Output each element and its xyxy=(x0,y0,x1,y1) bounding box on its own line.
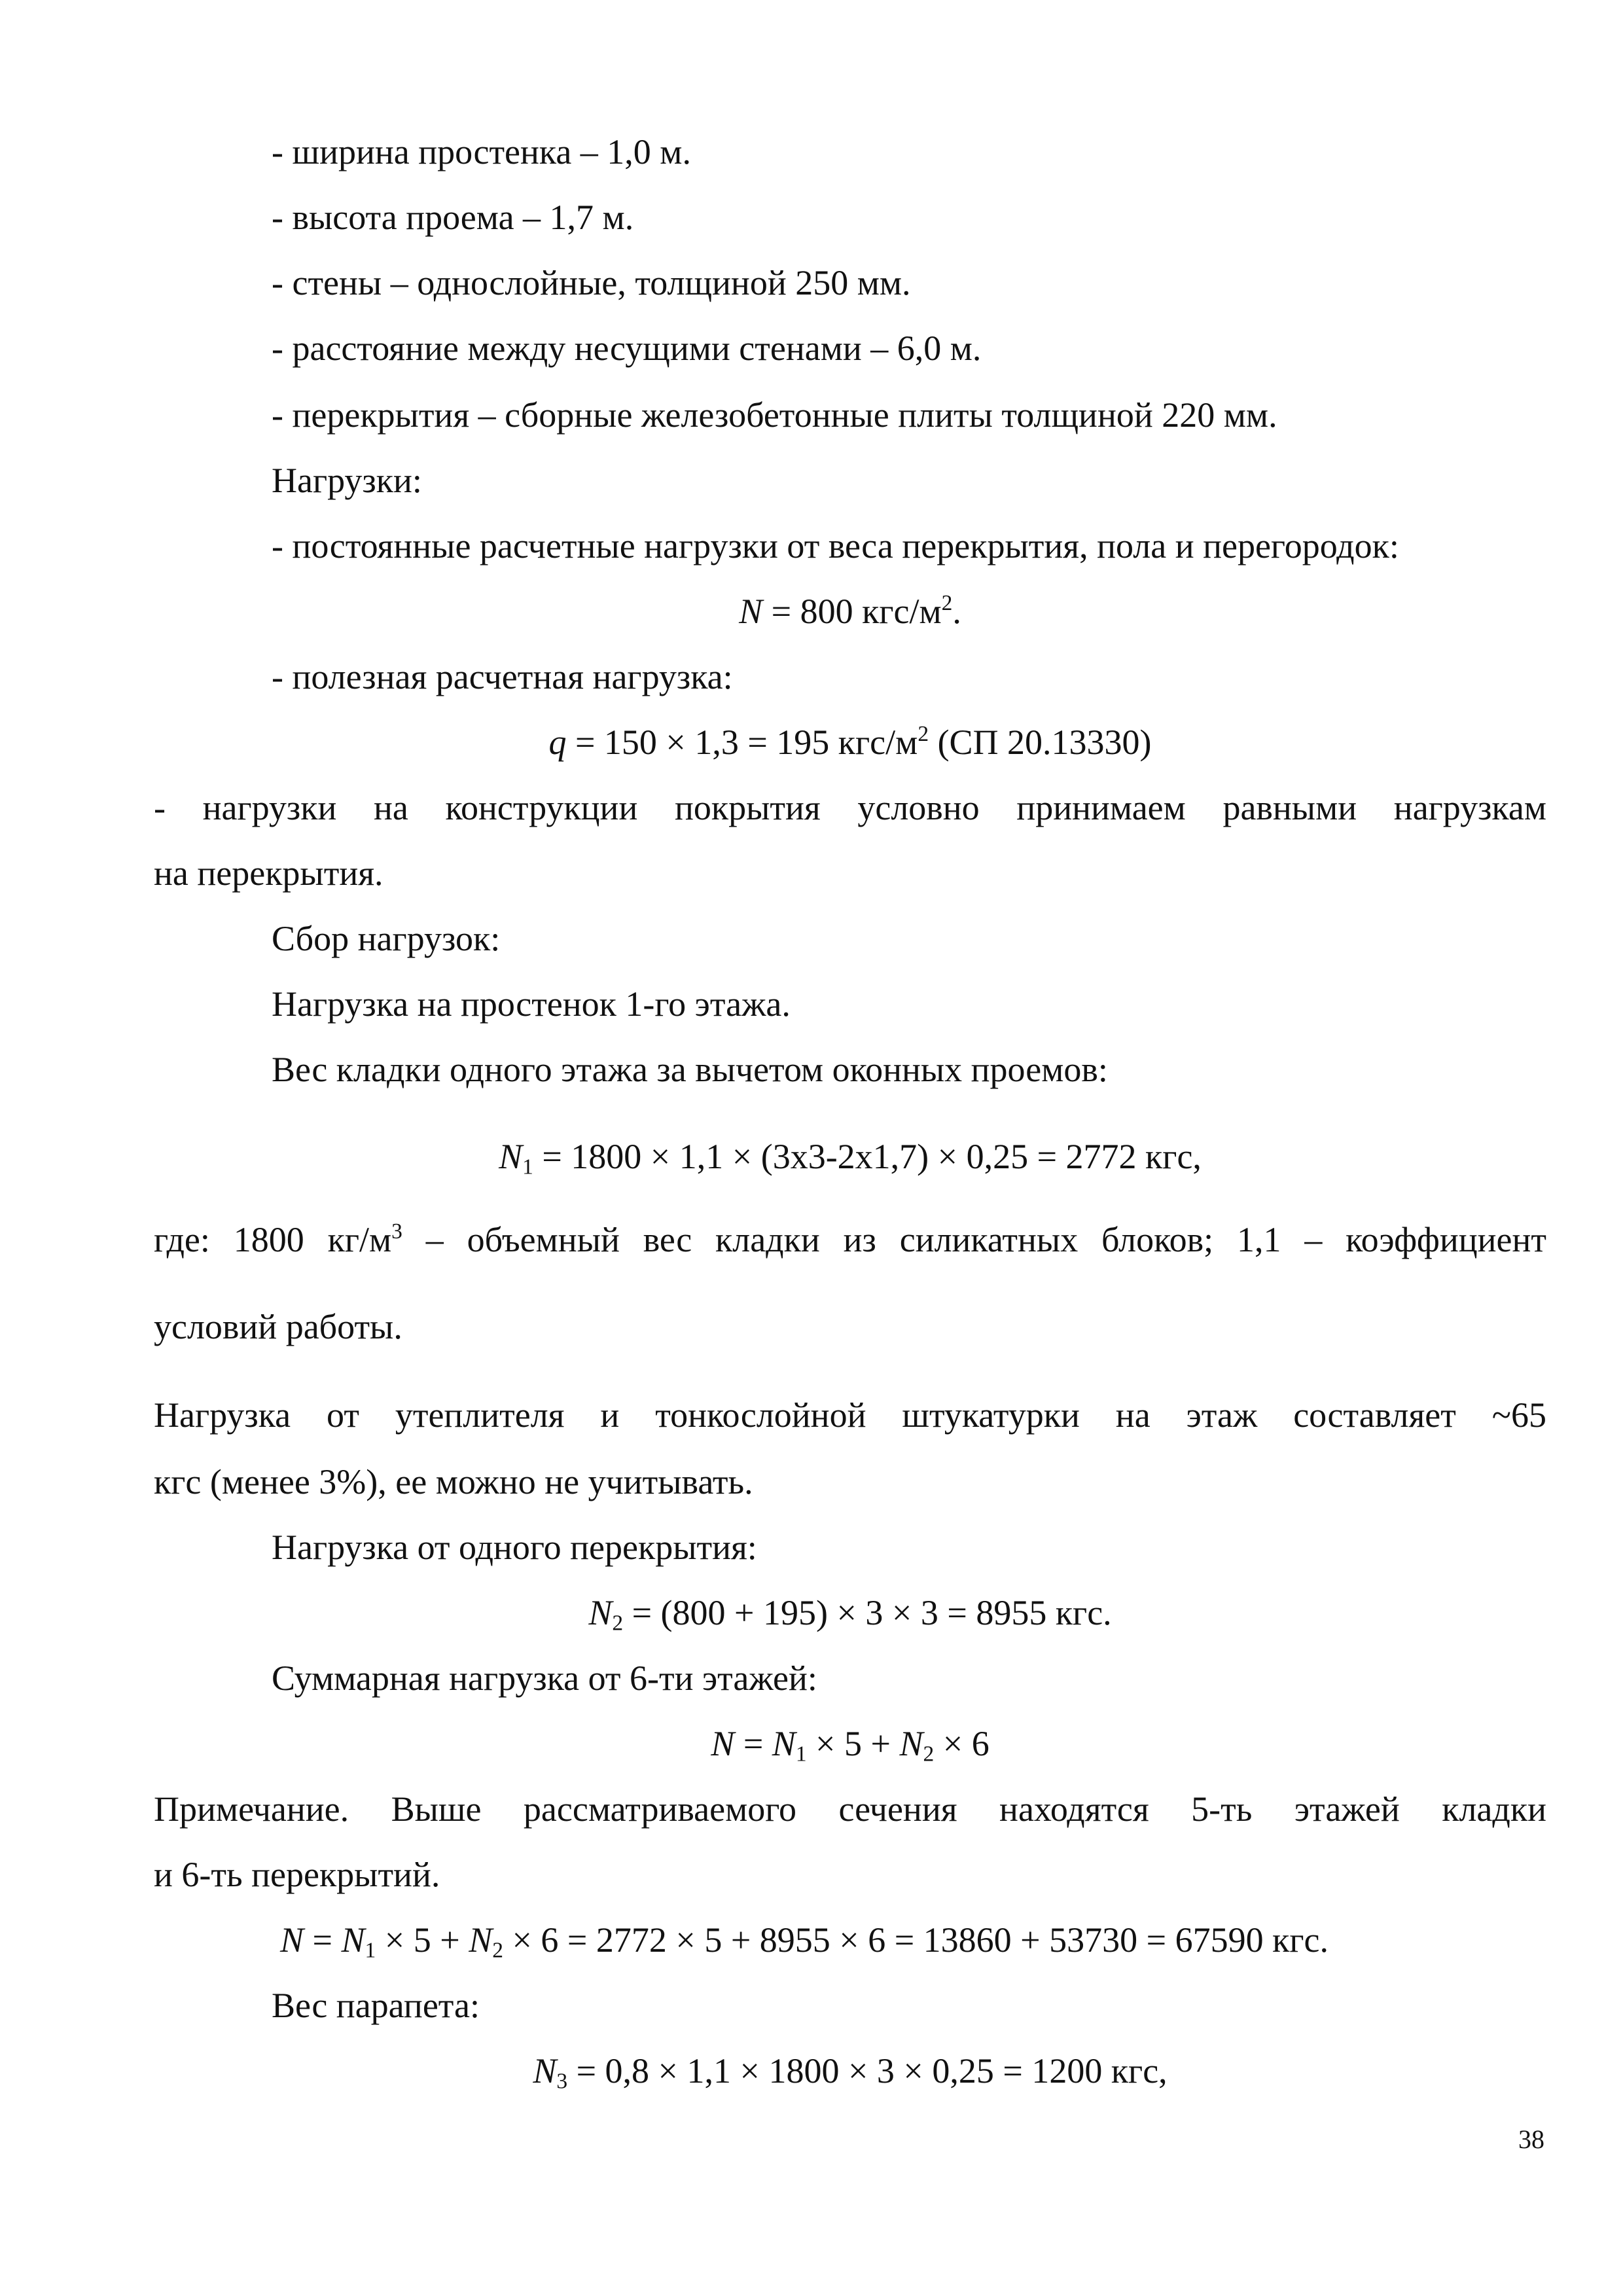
text-line: - постоянные расчетные нагрузки от веса перекрытия, пола и перегородок: xyxy=(272,526,1399,565)
text-line: - перекрытия – сборные железобетонные плиты толщиной 220 мм. xyxy=(272,395,1277,435)
formula-line: $N = N_1 \times 5 + N_2 \times 6$ xyxy=(711,1724,990,1767)
text-line: - расстояние между несущими стенами – 6,0 м. xyxy=(272,329,982,368)
text-line: условий работы. xyxy=(154,1307,402,1346)
text-line: Нагрузка от утеплителя и тонкослойной штукатурки на этаж составляет ~65 xyxy=(154,1395,1546,1435)
formula-line: $N_3 = 0,8 \times 1,1 \times 1800 \times 3 \times 0,25 = 1200$ кгс, xyxy=(533,2051,1168,2094)
formula-line: $N_1 = 1800 \times 1,1 \times (3x3-2x1,7) \times 0,25 = 2772$ кгс, xyxy=(499,1137,1202,1179)
formula-symbol: N xyxy=(499,1137,523,1176)
text-line: где: 1800 $кг/м^3$ – объемный вес кладки из силикатных блоков; 1,1 – коэффициент xyxy=(154,1219,1546,1259)
text-line: Нагрузка на простенок 1-го этажа. xyxy=(272,984,791,1024)
formula-line: $N = N_1 \times 5 + N_2 \times 6 = 2772 \times 5 + 8955 \times 6 = 13860 + 53730 = 67590$ кгс. xyxy=(280,1920,1329,1963)
formula-symbol: N xyxy=(739,592,763,631)
text-line: - ширина простенка – 1,0 м. xyxy=(272,132,691,171)
page-number: 38 xyxy=(1518,2125,1544,2154)
text-line: Нагрузка от одного перекрытия: xyxy=(272,1528,757,1567)
text-line: Вес кладки одного этажа за вычетом оконных проемов: xyxy=(272,1050,1108,1089)
text-line: Сбор нагрузок: xyxy=(272,919,501,958)
text-line: Вес парапета: xyxy=(272,1986,480,2025)
text-line: - стены – однослойные, толщиной 250 мм. xyxy=(272,263,911,302)
text-line: Примечание. Выше рассматриваемого сечения находятся 5-ть этажей кладки xyxy=(154,1789,1546,1829)
text-line: на перекрытия. xyxy=(154,853,383,893)
text-line: - высота проема – 1,7 м. xyxy=(272,198,634,237)
formula-symbol: N xyxy=(588,1593,613,1632)
text-line: и 6-ть перекрытий. xyxy=(154,1855,440,1894)
text-line: - полезная расчетная нагрузка: xyxy=(272,657,733,696)
formula-symbol: N xyxy=(533,2051,557,2090)
formula-symbol: N xyxy=(280,1920,304,1960)
text-line: Суммарная нагрузка от 6-ти этажей: xyxy=(272,1659,817,1698)
formula-symbol: q xyxy=(548,723,567,762)
formula-line: $N_2 = (800 + 195) \times 3 \times 3 = 8955$ кгс. xyxy=(588,1593,1112,1636)
text-line: кгс (менее 3%), ее можно не учитывать. xyxy=(154,1462,753,1501)
formula-symbol: N xyxy=(711,1724,735,1763)
text-line: - нагрузки на конструкции покрытия условно принимаем равными нагрузкам xyxy=(154,788,1546,827)
formula-line: N = 800 кгс/$м^2$. xyxy=(739,590,961,631)
formula-line: q = 150 × 1,3 = 195 кгс/$м^2$ (СП 20.13330) xyxy=(548,721,1152,762)
text-line: Нагрузки: xyxy=(272,461,422,500)
